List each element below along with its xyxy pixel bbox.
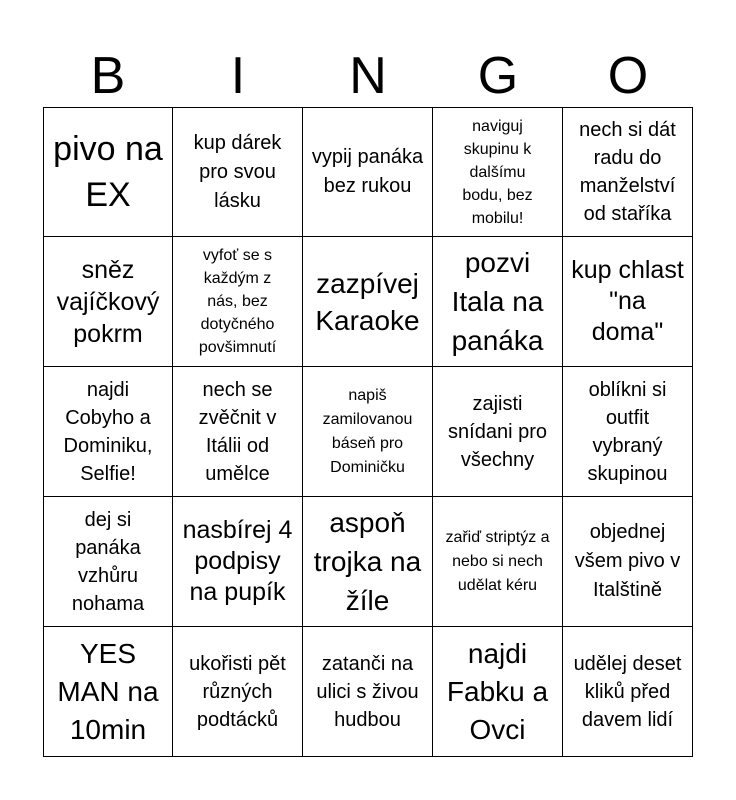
bingo-cell[interactable] — [43, 497, 173, 627]
bingo-cell[interactable] — [173, 367, 303, 497]
bingo-cell[interactable] — [173, 627, 303, 757]
cell-text: dej si panáka vzhůru nohama — [71, 508, 145, 615]
cell-text: YES MAN na 10min — [57, 637, 159, 745]
cell-text: oblíkni si outfit vybraný skupinou — [587, 378, 668, 485]
bingo-cell[interactable] — [173, 237, 303, 367]
cell-text: sněz vajíčkový pokrm — [56, 255, 160, 348]
bingo-cell[interactable] — [43, 367, 173, 497]
bingo-cell[interactable] — [173, 497, 303, 627]
bingo-cell[interactable] — [433, 627, 563, 757]
cell-text: zatanči na ulici s živou hudbou — [316, 652, 419, 731]
bingo-cell[interactable] — [303, 627, 433, 757]
cell-text: najdi Cobyho a Dominiku, Selfie! — [63, 378, 153, 485]
header-letter-i: I — [230, 47, 246, 105]
cell-text: najdi Fabku a Ovci — [446, 637, 549, 745]
bingo-header — [43, 46, 693, 106]
cell-text: pozvi Itala na panáka — [451, 247, 544, 356]
cell-text: nech se zvěčnit v Itálii od umělce — [198, 378, 277, 485]
cell-text: nech si dát radu do manželství od staříka — [579, 119, 676, 225]
bingo-cell[interactable] — [43, 107, 173, 237]
header-letter-n: N — [349, 47, 387, 105]
bingo-cell[interactable] — [563, 367, 693, 497]
cell-text: nasbírej 4 podpisy na pupík — [182, 516, 293, 606]
header-letter-b: B — [90, 47, 126, 105]
bingo-cell[interactable] — [303, 107, 433, 237]
cell-text: udělej deset kliků před davem lidí — [573, 652, 682, 731]
cell-text: naviguj skupinu k dalšímu bodu, bez mobilu! — [462, 117, 533, 227]
cell-text: zajisti snídani pro všechny — [448, 392, 547, 471]
bingo-cell[interactable] — [563, 107, 693, 237]
cell-text: ukořisti pět různých podtácků — [189, 652, 286, 731]
cell-text: vypij panáka bez rukou — [311, 146, 424, 197]
cell-text: vyfoť se s každým z nás, bez dotyčného povšimnutí — [198, 247, 277, 356]
header-letter-o: O — [607, 47, 649, 105]
bingo-cell[interactable] — [43, 237, 173, 367]
header-letter-g: G — [477, 47, 519, 105]
bingo-cell[interactable] — [173, 107, 303, 237]
bingo-cell[interactable] — [43, 627, 173, 757]
bingo-cell[interactable] — [563, 497, 693, 627]
bingo-cell[interactable] — [433, 237, 563, 367]
cell-text: napiš zamilovanou báseň pro Dominičku — [322, 386, 413, 476]
cell-text: zařiď striptýz a nebo si nech udělat kéru — [445, 528, 550, 594]
cell-text: zazpívej Karaoke — [315, 267, 420, 336]
bingo-grid — [43, 107, 693, 757]
cell-text: aspoň trojka na žíle — [313, 507, 422, 616]
bingo-cell[interactable] — [433, 497, 563, 627]
bingo-cell[interactable] — [563, 237, 693, 367]
cell-text: kup dárek pro svou lásku — [193, 131, 282, 212]
bingo-cell[interactable] — [563, 627, 693, 757]
cell-text: objednej všem pivo v Italštině — [574, 521, 681, 601]
cell-text: kup chlast "na doma" — [571, 256, 684, 346]
bingo-cell[interactable] — [433, 367, 563, 497]
bingo-cell[interactable] — [303, 237, 433, 367]
cell-text: pivo na EX — [53, 130, 163, 214]
bingo-cell[interactable] — [303, 497, 433, 627]
bingo-cell[interactable] — [433, 107, 563, 237]
bingo-cell[interactable] — [303, 367, 433, 497]
